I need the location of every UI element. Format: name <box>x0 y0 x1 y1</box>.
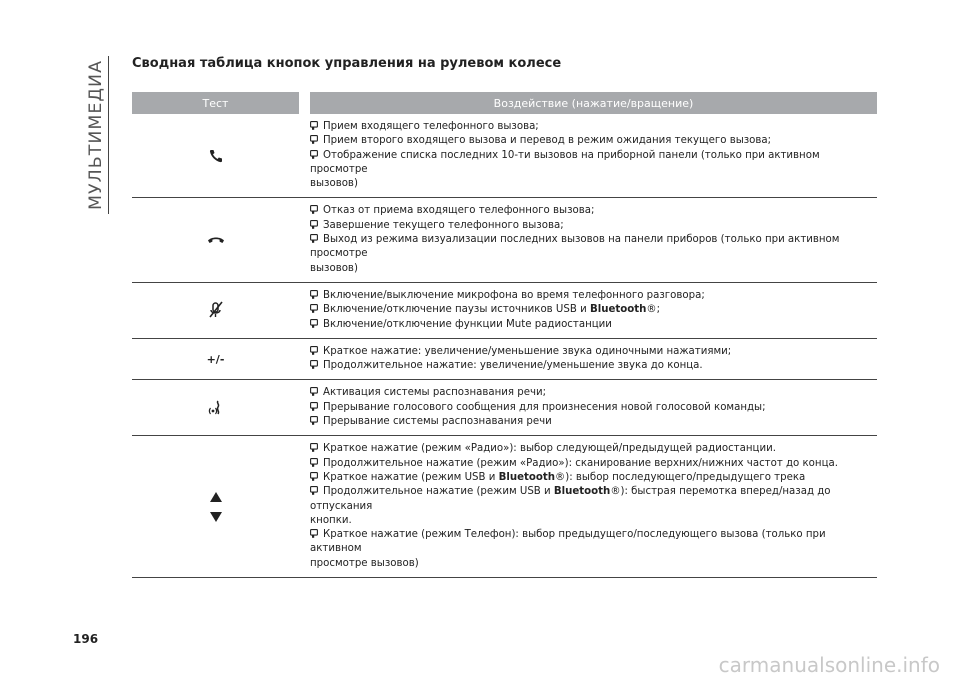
phone-hangup-icon <box>207 234 225 246</box>
table-row <box>132 380 877 436</box>
voice-recognition-icon <box>207 399 225 417</box>
row-action-text <box>299 380 877 435</box>
action-line: Завершение текущего телефонного вызова; <box>310 219 877 233</box>
row-action-text <box>299 198 877 281</box>
action-line: Краткое нажатие (режим USB и Bluetooth®): выбор последующего/предыдущего трека <box>310 471 877 485</box>
hand-bullet-icon <box>310 458 318 467</box>
action-line-continuation: просмотре вызовов) <box>310 557 419 569</box>
hand-bullet-icon <box>310 205 318 214</box>
action-line: Продолжительное нажатие (режим «Радио»): сканирование верхних/нижних частот до конца. <box>310 457 877 471</box>
hand-bullet-icon <box>310 443 318 452</box>
hand-bullet-icon <box>310 135 318 144</box>
side-title-text: МУЛЬТИМЕДИА <box>86 63 106 210</box>
hand-bullet-icon <box>310 486 318 495</box>
action-line: Отображение списка последних 10-ти вызовов на приборной панели (только при активном просмотре <box>310 149 820 175</box>
row-action-text <box>299 436 877 577</box>
hand-bullet-icon <box>310 387 318 396</box>
action-line: Краткое нажатие: увеличение/уменьшение звука одиночными нажатиями; <box>310 345 877 359</box>
row-action-text <box>299 339 877 380</box>
up-down-arrows-icon <box>209 490 223 524</box>
hand-bullet-icon <box>310 529 318 538</box>
table-row <box>132 339 877 381</box>
header-action: Воздействие (нажатие/вращение) <box>310 92 877 114</box>
hand-bullet-icon <box>310 402 318 411</box>
action-line: Включение/выключение микрофона во время телефонного разговора; <box>310 289 877 303</box>
hand-bullet-icon <box>310 121 318 130</box>
phone-answer-icon <box>208 148 224 164</box>
hand-bullet-icon <box>310 416 318 425</box>
action-line: Прием входящего телефонного вызова; <box>310 120 877 134</box>
action-line: Краткое нажатие (режим Телефон): выбор предыдущего/последующего вызова (только при активном <box>310 529 826 555</box>
row-action-text <box>299 283 877 338</box>
header-test: Тест <box>132 92 299 114</box>
section-side-title <box>84 60 106 212</box>
side-divider <box>108 56 109 214</box>
action-line: Краткое нажатие (режим «Радио»): выбор следующей/предыдущей радиостанции. <box>310 442 877 456</box>
action-line: Прерывание системы распознавания речи <box>310 415 877 429</box>
action-line-continuation: вызовов) <box>310 262 358 274</box>
row-icon-cell <box>132 339 299 380</box>
hand-bullet-icon <box>310 360 318 369</box>
action-line: Активация системы распознавания речи; <box>310 386 877 400</box>
table-row <box>132 283 877 339</box>
action-line: Продолжительное нажатие (режим USB и Bluetooth®): быстрая перемотка вперед/назад до отпускания <box>310 486 831 512</box>
volume-label: +/- <box>206 352 225 366</box>
table-row <box>132 114 877 198</box>
action-line-continuation: вызовов) <box>310 178 358 190</box>
row-action-text <box>299 114 877 197</box>
hand-bullet-icon <box>310 234 318 243</box>
action-line: Включение/отключение паузы источников USB и Bluetooth®; <box>310 303 877 317</box>
row-icon-cell <box>132 198 299 281</box>
action-line: Продолжительное нажатие: увеличение/уменьшение звука до конца. <box>310 359 877 373</box>
row-icon-cell <box>132 114 299 197</box>
action-line: Выход из режима визуализации последних вызовов на панели приборов (только при активном просмотре <box>310 234 840 260</box>
hand-bullet-icon <box>310 346 318 355</box>
row-icon-cell <box>132 436 299 577</box>
page-number: 196 <box>73 632 99 646</box>
hand-bullet-icon <box>310 290 318 299</box>
action-line: Включение/отключение функции Mute радиостанции <box>310 318 877 332</box>
action-line: Прерывание голосового сообщения для произнесения новой голосовой команды; <box>310 401 877 415</box>
hand-bullet-icon <box>310 304 318 313</box>
row-icon-cell <box>132 283 299 338</box>
table-row <box>132 198 877 282</box>
watermark: carmanualsonline.info <box>718 653 940 677</box>
controls-table <box>132 92 877 578</box>
action-line: Прием второго входящего вызова и перевод в режим ожидания текущего вызова; <box>310 134 877 148</box>
action-line-continuation: кнопки. <box>310 514 352 526</box>
table-row <box>132 436 877 578</box>
hand-bullet-icon <box>310 220 318 229</box>
mute-icon <box>208 301 224 319</box>
table-header <box>132 92 877 114</box>
hand-bullet-icon <box>310 319 318 328</box>
hand-bullet-icon <box>310 150 318 159</box>
hand-bullet-icon <box>310 472 318 481</box>
page-title: Сводная таблица кнопок управления на рулевом колесе <box>132 56 562 71</box>
row-icon-cell <box>132 380 299 435</box>
action-line: Отказ от приема входящего телефонного вызова; <box>310 204 877 218</box>
